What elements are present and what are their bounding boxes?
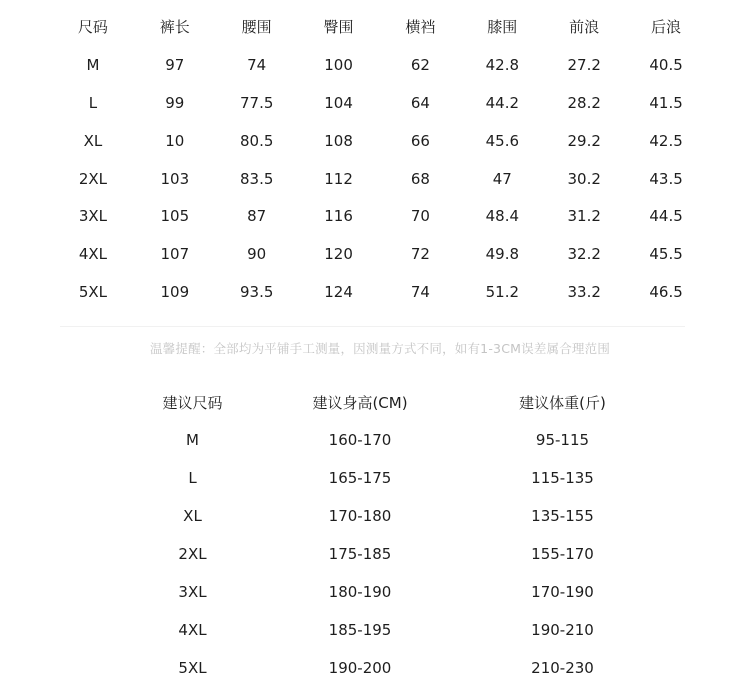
table-cell: 74 bbox=[410, 283, 430, 302]
table-cell: 2XL bbox=[78, 169, 108, 188]
table-cell: 120 bbox=[324, 245, 353, 264]
table-cell: 74 bbox=[247, 55, 267, 74]
table-cell: 5XL bbox=[178, 659, 207, 677]
table-cell: 115-135 bbox=[531, 469, 594, 487]
table-cell: 165-175 bbox=[328, 469, 392, 487]
table-cell: 170-180 bbox=[328, 507, 392, 525]
table-row bbox=[52, 84, 707, 122]
table-cell: 28.2 bbox=[567, 93, 601, 112]
size-chart-table bbox=[52, 8, 707, 311]
table-cell: 44.2 bbox=[485, 93, 520, 112]
table-cell: 2XL bbox=[178, 545, 207, 563]
table-cell: 155-170 bbox=[531, 545, 594, 563]
table-cell: 3XL bbox=[178, 583, 207, 601]
table-cell: 46.5 bbox=[649, 283, 683, 302]
table-cell: 41.5 bbox=[649, 93, 683, 112]
size-chart-header-front-rise: 前浪 bbox=[569, 18, 600, 37]
table-cell: XL bbox=[83, 131, 103, 150]
measurement-notice: 温馨提醒：全部均为平铺手工测量，因测量方式不同，如有1-3CM误差属合理范围 bbox=[149, 341, 611, 356]
table-cell: 170-190 bbox=[531, 583, 594, 601]
table-cell: 45.5 bbox=[649, 245, 683, 264]
table-cell: 72 bbox=[410, 245, 430, 264]
table-row bbox=[52, 46, 707, 84]
table-cell: XL bbox=[183, 507, 202, 525]
table-cell: 108 bbox=[324, 131, 353, 150]
table-row bbox=[130, 535, 660, 573]
table-cell: 109 bbox=[160, 283, 190, 302]
table-row bbox=[52, 160, 707, 198]
table-cell: 185-195 bbox=[328, 621, 392, 639]
table-cell: 66 bbox=[410, 131, 430, 150]
table-cell: 62 bbox=[410, 55, 430, 74]
table-cell: 175-185 bbox=[328, 545, 392, 563]
table-row bbox=[52, 235, 707, 273]
recommendation-header-weight: 建议体重(斤) bbox=[519, 393, 606, 412]
size-chart-header-back-rise: 后浪 bbox=[651, 18, 682, 37]
table-cell: 64 bbox=[410, 93, 430, 112]
table-cell: 80.5 bbox=[239, 131, 274, 150]
table-row bbox=[52, 273, 707, 311]
table-cell: 77.5 bbox=[239, 93, 274, 112]
table-cell: 93.5 bbox=[239, 283, 274, 302]
table-cell: 3XL bbox=[78, 207, 108, 226]
size-chart-header-waist: 腰围 bbox=[241, 18, 272, 37]
table-cell: 97 bbox=[165, 55, 185, 74]
table-cell: 29.2 bbox=[567, 131, 601, 150]
table-cell: 112 bbox=[324, 169, 353, 188]
table-cell: 5XL bbox=[78, 283, 108, 302]
table-cell: 180-190 bbox=[328, 583, 392, 601]
table-cell: 107 bbox=[160, 245, 190, 264]
size-chart-header-length: 裤长 bbox=[159, 18, 190, 37]
table-cell: 48.4 bbox=[485, 207, 520, 226]
table-cell: 116 bbox=[324, 207, 353, 226]
table-row bbox=[130, 611, 660, 649]
table-row bbox=[130, 497, 660, 535]
section-divider bbox=[60, 326, 685, 327]
table-cell: 51.2 bbox=[485, 283, 520, 302]
table-cell: 190-200 bbox=[328, 659, 392, 677]
table-row bbox=[130, 459, 660, 497]
table-cell: 27.2 bbox=[567, 55, 601, 74]
table-cell: 42.8 bbox=[485, 55, 520, 74]
size-recommendation-table bbox=[130, 383, 660, 687]
table-cell: 83.5 bbox=[239, 169, 274, 188]
table-cell: 44.5 bbox=[649, 207, 683, 226]
table-cell: 105 bbox=[160, 207, 190, 226]
table-cell: 43.5 bbox=[649, 169, 683, 188]
table-cell: 33.2 bbox=[567, 283, 601, 302]
table-row bbox=[52, 197, 707, 235]
table-cell: 87 bbox=[247, 207, 267, 226]
table-cell: 90 bbox=[247, 245, 267, 264]
table-cell: M bbox=[86, 55, 100, 74]
table-cell: 45.6 bbox=[485, 131, 520, 150]
table-cell: 10 bbox=[165, 131, 185, 150]
table-row bbox=[130, 573, 660, 611]
table-cell: 31.2 bbox=[567, 207, 601, 226]
table-cell: 4XL bbox=[178, 621, 207, 639]
table-cell: 104 bbox=[324, 93, 353, 112]
size-chart-header-hip: 臀围 bbox=[323, 18, 354, 37]
table-cell: M bbox=[186, 431, 199, 449]
table-cell: 42.5 bbox=[649, 131, 683, 150]
table-cell: 100 bbox=[324, 55, 353, 74]
table-cell: 210-230 bbox=[531, 659, 594, 677]
table-cell: 95-115 bbox=[535, 431, 590, 449]
table-cell: L bbox=[188, 469, 197, 487]
table-cell: 4XL bbox=[78, 245, 108, 264]
table-cell: 68 bbox=[410, 169, 430, 188]
table-cell: 47 bbox=[492, 169, 512, 188]
size-chart-header-row bbox=[52, 8, 707, 46]
table-cell: 99 bbox=[165, 93, 185, 112]
table-cell: 49.8 bbox=[485, 245, 520, 264]
table-cell: 190-210 bbox=[531, 621, 594, 639]
table-row bbox=[130, 649, 660, 687]
size-chart-header-thigh: 横裆 bbox=[405, 18, 436, 37]
table-cell: 32.2 bbox=[567, 245, 601, 264]
table-cell: L bbox=[88, 93, 98, 112]
table-cell: 135-155 bbox=[531, 507, 594, 525]
table-cell: 160-170 bbox=[328, 431, 392, 449]
table-cell: 103 bbox=[160, 169, 190, 188]
table-cell: 40.5 bbox=[649, 55, 683, 74]
size-chart-header-knee: 膝围 bbox=[487, 18, 518, 37]
table-row bbox=[52, 122, 707, 160]
table-cell: 30.2 bbox=[567, 169, 601, 188]
recommendation-header-height: 建议身高(CM) bbox=[312, 393, 408, 412]
table-row bbox=[130, 421, 660, 459]
size-chart-header-size: 尺码 bbox=[77, 18, 108, 37]
table-cell: 124 bbox=[324, 283, 353, 302]
recommendation-header-size: 建议尺码 bbox=[162, 393, 223, 412]
table-cell: 70 bbox=[410, 207, 430, 226]
recommendation-header-row bbox=[130, 383, 660, 421]
